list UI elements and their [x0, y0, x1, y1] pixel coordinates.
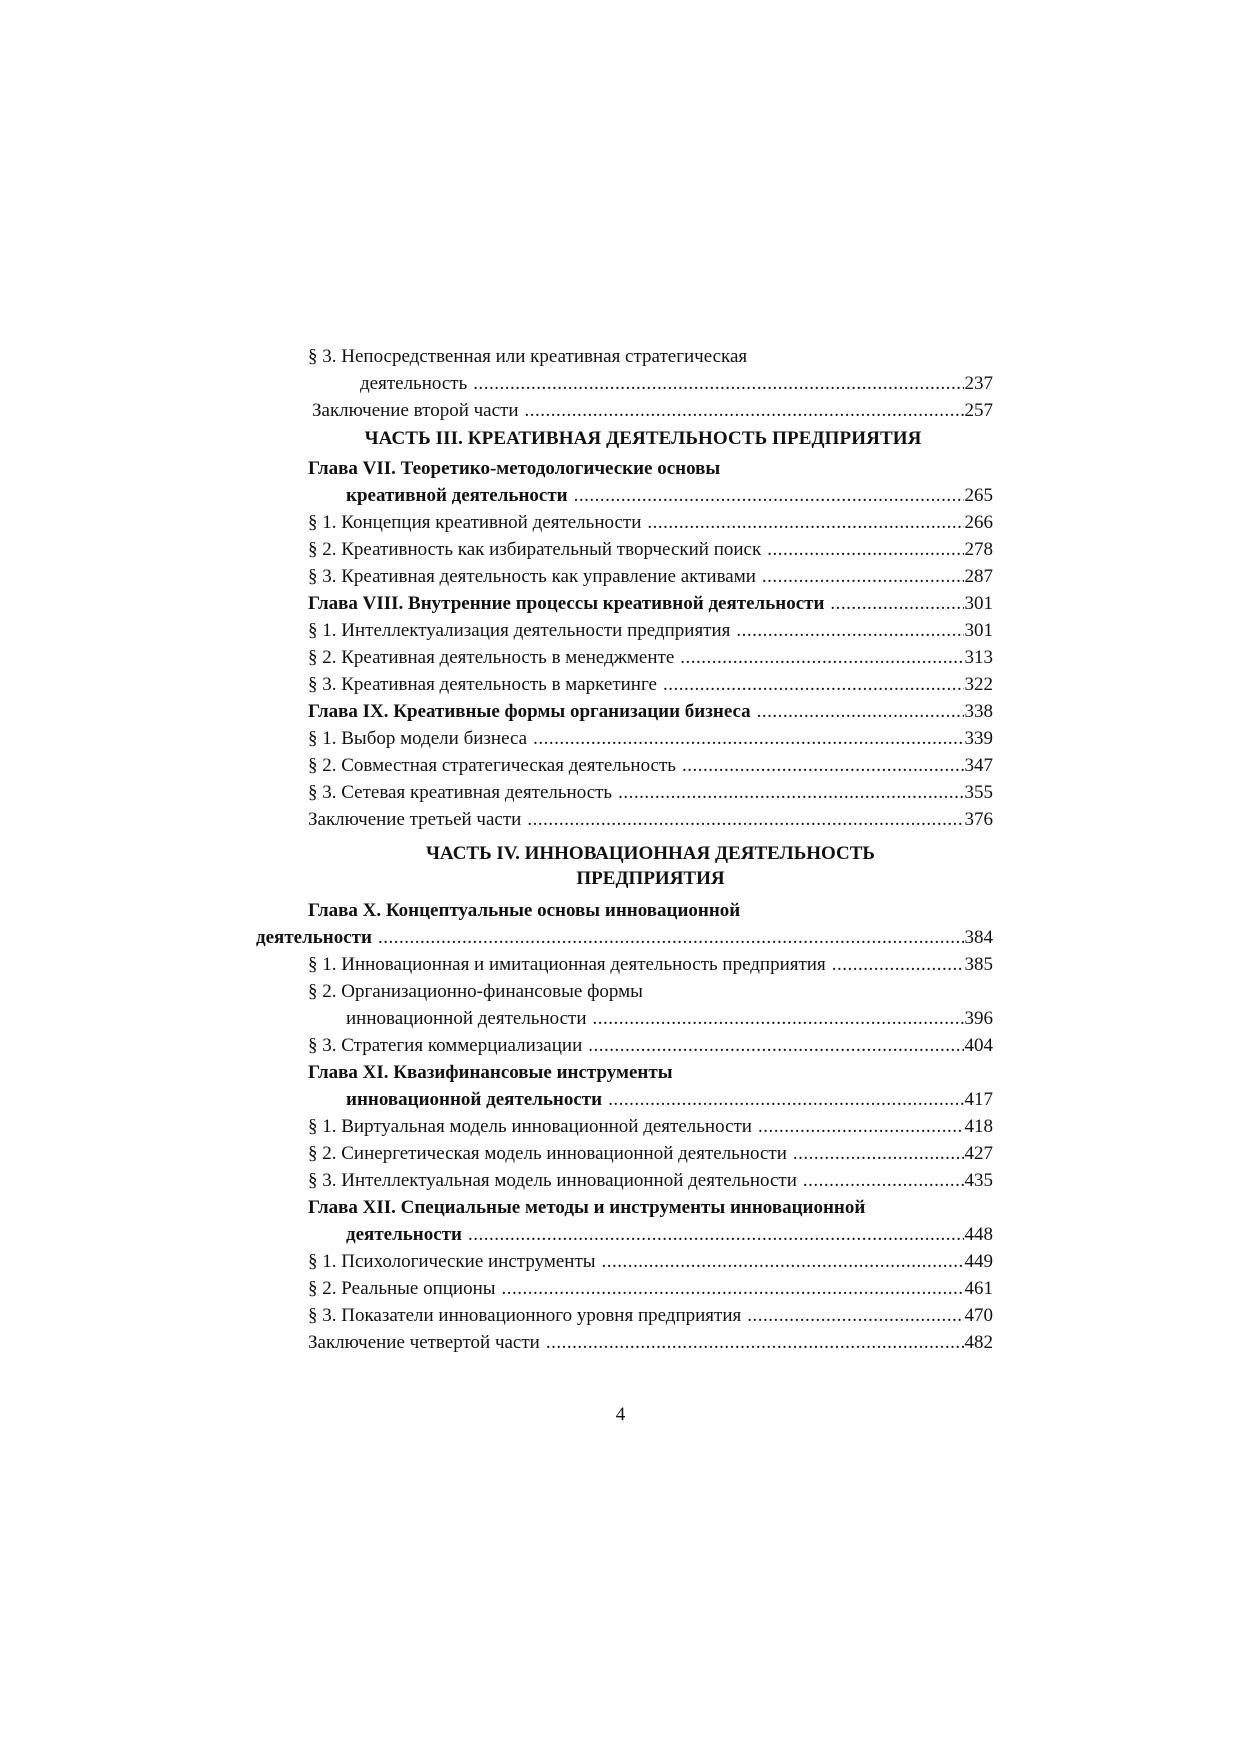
toc-entry-text: § 1. Концепция креативной деятельности: [308, 512, 642, 533]
page-ref: 266: [964, 512, 993, 533]
toc-chapter-11-title: [308, 1059, 993, 1086]
dot-leader: [663, 671, 964, 698]
part-title-4-line1: ЧАСТЬ IV. ИННОВАЦИОННАЯ ДЕЯТЕЛЬНОСТЬ: [425, 843, 875, 864]
toc-entry-text: § 3. Непосредственная или креативная стратегическая: [308, 346, 748, 367]
dot-leader: [546, 1329, 964, 1356]
toc-entry-text: Глава XII. Специальные методы и инструменты инновационной: [308, 1197, 866, 1218]
dot-leader: [608, 1086, 963, 1113]
toc-chapter-7: [308, 482, 993, 509]
page-ref: 278: [964, 539, 993, 560]
dot-leader: [762, 563, 964, 590]
toc-entry-text: Заключение второй части: [312, 400, 519, 421]
toc-entry-text: Заключение четвертой части: [308, 1332, 540, 1353]
part-title-4: [308, 841, 993, 891]
part-title-3: ЧАСТЬ III. КРЕАТИВНАЯ ДЕЯТЕЛЬНОСТЬ ПРЕДПРИЯТИЯ: [364, 428, 922, 449]
toc-entry-ch7-s3: [308, 563, 993, 590]
toc-chapter-12: [308, 1221, 993, 1248]
page-ref: 396: [964, 1008, 993, 1029]
page-ref: 461: [964, 1278, 993, 1299]
toc-entry-text: § 1. Выбор модели бизнеса: [308, 728, 528, 749]
toc-entry-ch7-s1: [308, 509, 993, 536]
toc-entry-text: § 2. Совместная стратегическая деятельность: [308, 755, 676, 776]
toc-entry-ch11-s1: [308, 1113, 993, 1140]
toc-chapter-7-title: [308, 455, 993, 482]
toc-entry-ch8-s2: [308, 644, 993, 671]
page-ref: 313: [964, 647, 993, 668]
page-ref: 449: [964, 1251, 993, 1272]
dot-leader: [378, 924, 964, 951]
page-ref: 448: [964, 1224, 993, 1245]
dot-leader: [747, 1302, 963, 1329]
page-ref: 287: [964, 566, 993, 587]
toc-entry-text: § 2. Креативная деятельность в менеджменте: [308, 647, 675, 668]
toc-entry-ch11-s2: [308, 1140, 993, 1167]
toc-entry-ch12-s1: [308, 1248, 993, 1275]
page-ref: 435: [964, 1170, 993, 1191]
page-ref: 265: [964, 485, 993, 506]
dot-leader: [527, 806, 963, 833]
toc-entry-text: Глава XI. Квазифинансовые инструменты: [308, 1062, 673, 1083]
toc-entry-ch10-s2: [308, 1005, 993, 1032]
toc-entry-p2-s3-title: [308, 343, 993, 370]
toc-chapter-8: [308, 590, 993, 617]
toc-entry-ch9-s3: [308, 779, 993, 806]
toc-entry-text: § 3. Креативная деятельность как управление активами: [308, 566, 756, 587]
page-ref: 355: [964, 782, 993, 803]
page-ref: 347: [964, 755, 993, 776]
page-ref: 418: [964, 1116, 993, 1137]
toc-entry-p2-s3: [308, 370, 993, 397]
toc-entry-p4-conclusion: [308, 1329, 993, 1356]
page-ref: 376: [964, 809, 993, 830]
toc-chapter-10-title: [308, 897, 993, 924]
toc-entry-ch8-s1: [308, 617, 993, 644]
toc-entry-text: Глава VIII. Внутренние процессы креативной деятельности: [308, 593, 825, 614]
dot-leader: [757, 698, 964, 725]
dot-leader: [832, 951, 964, 978]
dot-leader: [593, 1005, 964, 1032]
page-ref: 417: [964, 1089, 993, 1110]
dot-leader: [574, 482, 964, 509]
toc-entry-ch9-s1: [308, 725, 993, 752]
page-ref: 427: [964, 1143, 993, 1164]
toc-entry-text: § 1. Интеллектуализация деятельности предприятия: [308, 620, 731, 641]
page-ref: 338: [964, 701, 993, 722]
toc-entry-text: инновационной деятельности: [346, 1089, 603, 1110]
toc-entry-ch12-s3: [308, 1302, 993, 1329]
toc-chapter-10: [256, 924, 993, 951]
page-ref: 237: [964, 373, 993, 394]
toc-entry-ch10-s3: [308, 1032, 993, 1059]
toc-entry-text: деятельности: [346, 1224, 462, 1245]
page-ref: 301: [964, 593, 993, 614]
page-number: 4: [615, 1404, 626, 1425]
dot-leader: [602, 1248, 964, 1275]
dot-leader: [767, 536, 963, 563]
toc-entry-text: § 2. Креативность как избирательный творческий поиск: [308, 539, 762, 560]
toc-entry-text: § 3. Показатели инновационного уровня предприятия: [308, 1305, 742, 1326]
dot-leader: [830, 590, 963, 617]
toc-chapter-12-title: [308, 1194, 993, 1221]
toc-entry-text: § 1. Психологические инструменты: [308, 1251, 596, 1272]
toc-entry-p2-conclusion: [308, 397, 993, 424]
toc-chapter-9: [308, 698, 993, 725]
toc-entry-text: § 2. Синергетическая модель инновационной деятельности: [308, 1143, 787, 1164]
dot-leader: [588, 1032, 963, 1059]
toc-entry-ch12-s2: [308, 1275, 993, 1302]
toc-entry-text: Глава X. Концептуальные основы инновационной: [308, 900, 741, 921]
dot-leader: [803, 1167, 964, 1194]
toc-entry-text: Заключение третьей части: [308, 809, 522, 830]
toc-entry-text: § 1. Инновационная и имитационная деятельность предприятия: [308, 954, 826, 975]
toc-entry-text: инновационной деятельности: [346, 1008, 587, 1029]
dot-leader: [682, 752, 964, 779]
toc-entry-text: § 3. Сетевая креативная деятельность: [308, 782, 613, 803]
dot-leader: [793, 1140, 964, 1167]
toc-entry-ch7-s2: [308, 536, 993, 563]
toc-entry-text: креативной деятельности: [346, 485, 568, 506]
dot-leader: [647, 509, 963, 536]
toc-entry-text: § 3. Стратегия коммерциализации: [308, 1035, 583, 1056]
page-ref: 339: [964, 728, 993, 749]
page-ref: 301: [964, 620, 993, 641]
toc-entry-ch11-s3: [308, 1167, 993, 1194]
toc-entry-p3-conclusion: [308, 806, 993, 833]
page-ref: 257: [964, 400, 993, 421]
toc-entry-text: деятельности: [256, 927, 372, 948]
dot-leader: [502, 1275, 964, 1302]
toc-entry-text: Глава IX. Креативные формы организации бизнеса: [308, 701, 751, 722]
dot-leader: [533, 725, 963, 752]
page-ref: 404: [964, 1035, 993, 1056]
toc-entry-text: § 2. Реальные опционы: [308, 1278, 496, 1299]
dot-leader: [473, 370, 963, 397]
dot-leader: [618, 779, 963, 806]
page-ref: 482: [964, 1332, 993, 1353]
toc-chapter-11: [308, 1086, 993, 1113]
toc-entry-ch10-s2-title: [308, 978, 993, 1005]
toc-entry-text: § 3. Креативная деятельность в маркетинге: [308, 674, 657, 695]
page-ref: 384: [964, 927, 993, 948]
table-of-contents: [256, 343, 993, 1356]
toc-entry-ch8-s3: [308, 671, 993, 698]
dot-leader: [680, 644, 963, 671]
dot-leader: [736, 617, 963, 644]
toc-entry-text: § 1. Виртуальная модель инновационной деятельности: [308, 1116, 752, 1137]
dot-leader: [758, 1113, 964, 1140]
dot-leader: [525, 397, 964, 424]
page-ref: 385: [964, 954, 993, 975]
dot-leader: [468, 1221, 964, 1248]
page-ref: 322: [964, 674, 993, 695]
toc-entry-text: § 3. Интеллектуальная модель инновационной деятельности: [308, 1170, 797, 1191]
toc-entry-ch10-s1: [308, 951, 993, 978]
part-title-4-line2: ПРЕДПРИЯТИЯ: [576, 868, 725, 889]
toc-entry-text: § 2. Организационно-финансовые формы: [308, 981, 643, 1002]
toc-entry-ch9-s2: [308, 752, 993, 779]
toc-entry-text: Глава VII. Теоретико-методологические основы: [308, 458, 721, 479]
toc-entry-text: деятельность: [360, 373, 468, 394]
page-ref: 470: [964, 1305, 993, 1326]
